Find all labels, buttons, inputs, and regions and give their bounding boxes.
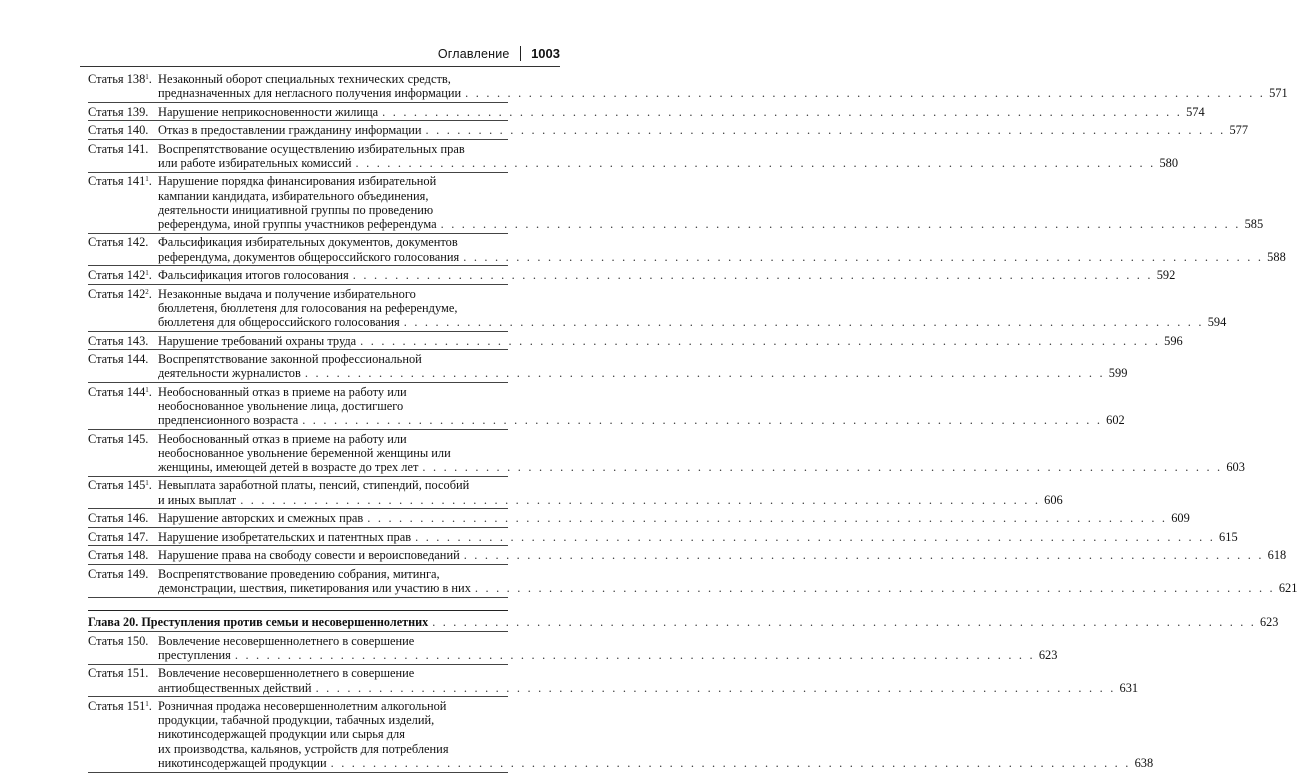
entry-rule [88,476,508,477]
dot-leader [426,123,1226,137]
article-title-last-line [158,268,1175,282]
article-title [158,72,1288,100]
article-title-line: Необоснованный отказ в приеме на работу или [158,384,407,399]
article-label [88,432,158,475]
article-page: 609 [1171,511,1190,526]
article-title-line: необоснованное увольнение беременной женщины или [158,445,451,460]
entry-rule [88,265,508,266]
article-page: 580 [1159,155,1179,170]
article-page: 594 [1207,315,1227,330]
article-page: 618 [1267,548,1287,563]
article-page: 603 [1226,459,1245,474]
article-label [88,334,158,348]
entry-rule [88,564,508,565]
article-title-line: Необоснованный отказ в приеме на работу или [158,431,407,446]
dot-leader [441,217,1241,231]
article-title [158,123,1248,137]
article-label-text: Статья 144. [88,351,149,366]
toc-entry[interactable] [88,351,1128,381]
article-title-line: Нарушение авторских и смежных прав [158,511,364,526]
dot-leader [415,530,1215,544]
dot-leader [356,156,1156,170]
dot-leader [360,334,1160,348]
article-title-line: Воспрепятствование осуществлению избирательных прав [158,141,465,156]
article-title-line: Фальсификация избирательных документов, документов [158,235,458,250]
toc-entry[interactable] [88,566,1297,595]
article-page: 588 [1267,249,1286,264]
article-title-line: Невыплата заработной платы, пенсий, стипендий, пособий [158,478,470,493]
dot-leader [367,511,1167,525]
article-label-text: Статья 142. [88,235,149,250]
toc-entry[interactable] [88,333,1183,348]
article-superscript: 1 [145,700,149,709]
article-label [88,634,158,662]
toc-entry[interactable] [88,235,1286,264]
chapter-title: Глава 20. Преступления против семьи и несовершеннолетних [88,615,429,630]
running-head [438,46,560,61]
article-label [88,567,158,595]
article-label: Статья $145^1$. [88,478,152,493]
article-title [158,385,1125,428]
article-title-last-line [158,413,1125,427]
toc-entry[interactable] [88,384,1125,428]
entry-rule [88,508,508,509]
article-title-last-line [158,217,1263,231]
article-title-line: референдума, иной группы участников референдума [158,216,437,231]
article-superscript: 2 [145,287,149,296]
article-title-line: никотинсодержащей продукции [158,755,327,770]
article-label-text: Статья 151. [88,666,149,681]
entry-rule [88,772,508,773]
article-title-line: продукции, табачной продукции, табачных изделий, [158,713,435,728]
article-title-line: необоснованное увольнение лица, достигшего [158,398,404,413]
article-title-line: предназначенных для негласного получения информации [158,86,462,101]
article-superscript: 1 [145,269,149,278]
entry-rule [88,664,508,665]
entry-rule [88,527,508,528]
article-title-line: деятельности журналистов [158,366,301,381]
article-title-line: бюллетеня, бюллетеня для голосования на референдуме, [158,300,458,315]
article-title-line: и иных выплат [158,492,237,507]
article-page: 599 [1108,366,1128,381]
article-title-line: Нарушение требований охраны труда [158,333,357,348]
dot-leader [331,756,1131,770]
article-title-line: Нарушение порядка финансирования избирательной [158,174,437,189]
article-label-text: Статья 142 [88,286,146,301]
article-superscript: 1 [145,385,149,394]
article-label: Статья $142^2$. [88,286,152,301]
article-title-last-line [158,250,1286,264]
toc-entry[interactable] [88,286,1227,330]
article-label-text: Статья 141. [88,141,149,156]
article-title-last-line [158,530,1238,544]
entry-rule [88,597,508,598]
article-title-last-line [158,548,1286,562]
article-label-text: Статья 138 [88,72,146,86]
article-page: 585 [1244,216,1264,231]
article-title-line: Нарушение права на свободу совести и вероисповеданий [158,548,460,563]
article-title-line: Вовлечение несовершеннолетнего в совершение [158,666,415,681]
dot-leader [422,460,1222,474]
article-label-text: Статья 150. [88,633,149,648]
article-title-line: их производства, кальянов, устройств для потребления [158,741,449,756]
article-page: 592 [1156,268,1176,283]
dot-leader [302,413,1102,427]
toc-entry[interactable] [88,529,1238,544]
article-title [158,478,1063,506]
header-separator [520,46,522,61]
dot-leader [475,581,1275,595]
article-page: 577 [1229,123,1249,138]
article-label [88,352,158,380]
dot-leader [382,105,1182,119]
article-title-last-line [158,493,1063,507]
chapter-rule [88,610,508,612]
article-label: Статья $141^1$. [88,174,152,189]
article-label-text: Статья 141 [88,174,146,189]
article-title [158,530,1238,544]
article-title [158,235,1286,263]
article-label [88,548,158,562]
article-title-last-line [158,86,1288,100]
chapter-page: 623 [1260,615,1279,630]
article-label: Статья $151^1$. [88,699,152,714]
article-label: Статья $142^1$. [88,268,152,283]
toc-articles-group-2 [88,633,1154,773]
article-page: 615 [1219,529,1238,544]
article-title [158,142,1178,170]
entry-rule [88,139,508,140]
dot-leader [240,493,1040,507]
article-page: 623 [1038,647,1058,662]
article-label [88,235,158,263]
article-title-line: Вовлечение несовершеннолетнего в совершение [158,633,415,648]
article-title-line: Фальсификация итогов голосования [158,268,349,283]
article-title [158,567,1297,595]
table-of-contents [88,72,1297,774]
toc-entry[interactable] [88,548,1287,563]
article-label [88,123,158,137]
article-title-line: предпенсионного возраста [158,413,299,428]
article-page: 574 [1186,104,1205,119]
article-title [158,699,1153,770]
dot-leader [353,268,1153,282]
dot-leader [432,615,1256,629]
dot-leader [464,548,1264,562]
toc-entry[interactable] [88,72,1288,101]
article-title-last-line [158,105,1205,119]
article-title-line: Розничная продажа несовершеннолетним алкогольной [158,699,447,714]
article-title-last-line [158,756,1153,770]
article-title-last-line [158,581,1297,595]
article-label [88,530,158,544]
article-title [158,287,1226,330]
article-title-line: Воспрепятствование законной профессиональной [158,351,422,366]
entry-rule [88,382,508,383]
article-page: 631 [1119,680,1139,695]
toc-entry[interactable] [88,174,1264,231]
entry-rule [88,349,508,350]
article-title [158,105,1205,119]
article-page: 638 [1134,755,1154,770]
entry-rule [88,696,508,697]
article-title-line: референдума, документов общероссийского голосования [158,249,460,264]
article-page: 602 [1106,413,1125,428]
dot-leader [465,86,1265,100]
article-title-last-line [158,156,1178,170]
dot-leader [305,366,1105,380]
article-title [158,334,1183,348]
article-title [158,666,1138,694]
article-label: Статья $144^1$. [88,384,152,399]
article-title-line: бюллетеня для общероссийского голосования [158,315,400,330]
article-label-text: Статья 144 [88,384,146,399]
article-title-last-line [158,511,1190,525]
article-title-line: кампании кандидата, избирательного объединения, [158,188,429,203]
dot-leader [235,648,1035,662]
toc-entry[interactable] [88,511,1190,526]
article-title-line: никотинсодержащей продукции или сырья для [158,727,405,742]
toc-entry[interactable] [88,699,1154,770]
article-title-last-line [158,123,1248,137]
article-title-last-line [158,460,1245,474]
article-label-text: Статья 149. [88,566,149,581]
dot-leader [316,681,1116,695]
article-page: 596 [1164,333,1183,348]
entry-rule [88,429,508,430]
article-title-line: женщины, имеющей детей в возрасте до трех лет [158,459,419,474]
article-superscript: 1 [145,73,149,81]
header-rule [80,66,560,67]
article-superscript: 1 [145,175,149,184]
article-superscript: 1 [145,479,149,488]
toc-entry[interactable] [88,431,1245,475]
entry-rule [88,631,508,632]
article-title [158,634,1057,662]
article-title-last-line [158,334,1183,348]
article-label-text: Статья 142 [88,268,146,283]
article-title-last-line [158,648,1057,662]
article-label-text: Статья 145 [88,478,146,493]
dot-leader [463,250,1263,264]
article-label [88,666,158,694]
article-page: 621 [1278,580,1297,595]
toc-entry[interactable] [88,123,1249,138]
section-title: Оглавление [437,46,510,61]
article-title-last-line [158,681,1138,695]
toc-entry[interactable] [88,104,1205,119]
entry-rule [88,120,508,121]
article-title-line: Нарушение неприкосновенности жилища [158,104,379,119]
toc-chapter-heading[interactable] [88,615,1279,630]
entry-rule [88,331,508,332]
article-label-text: Статья 139. [88,104,149,119]
article-label-text: Статья 151 [88,699,146,714]
article-title [158,174,1263,231]
article-title-line: Нарушение изобретательских и патентных прав [158,529,412,544]
article-title-line: Незаконный оборот специальных технических средств, [158,72,451,86]
entry-rule [88,284,508,285]
entry-rule [88,545,508,546]
article-label-text: Статья 145. [88,431,149,446]
article-title-line: деятельности инициативной группы по проведению [158,202,434,217]
toc-entry[interactable] [88,478,1063,507]
article-title [158,511,1190,525]
page-number: 1003 [531,46,560,61]
article-page: 606 [1044,492,1063,507]
article-label [88,142,158,170]
article-label-text: Статья 146. [88,511,149,526]
article-label-text: Статья 148. [88,548,149,563]
article-title-line: или работе избирательных комиссий [158,155,352,170]
article-label: Статья $138^1$. [88,72,152,86]
toc-articles-group-1 [88,72,1297,598]
dot-leader [404,315,1204,329]
article-label [88,105,158,119]
article-title [158,352,1127,380]
article-title-line: Незаконные выдача и получение избирательного [158,286,416,301]
toc-entry[interactable] [88,141,1179,170]
entry-rule [88,102,508,103]
article-page: 571 [1269,86,1288,101]
entry-rule [88,233,508,234]
toc-entry[interactable] [88,268,1176,283]
article-title-line: Воспрепятствование проведению собрания, митинга, [158,566,440,581]
article-title-line: Отказ в предоставлении гражданину информации [158,123,422,138]
article-label [88,511,158,525]
article-label-text: Статья 140. [88,123,149,138]
article-title [158,268,1175,282]
article-title-line: демонстрации, шествия, пикетирования или участию в них [158,580,471,595]
article-title-line: преступления [158,647,231,662]
entry-rule [88,172,508,173]
article-label-text: Статья 143. [88,333,149,348]
article-title [158,432,1245,475]
article-title-last-line [158,315,1226,329]
article-title-line: антиобщественных действий [158,680,312,695]
toc-entry[interactable] [88,666,1139,695]
article-label-text: Статья 147. [88,529,149,544]
article-title [158,548,1286,562]
toc-entry[interactable] [88,633,1058,662]
article-title-last-line [158,366,1127,380]
